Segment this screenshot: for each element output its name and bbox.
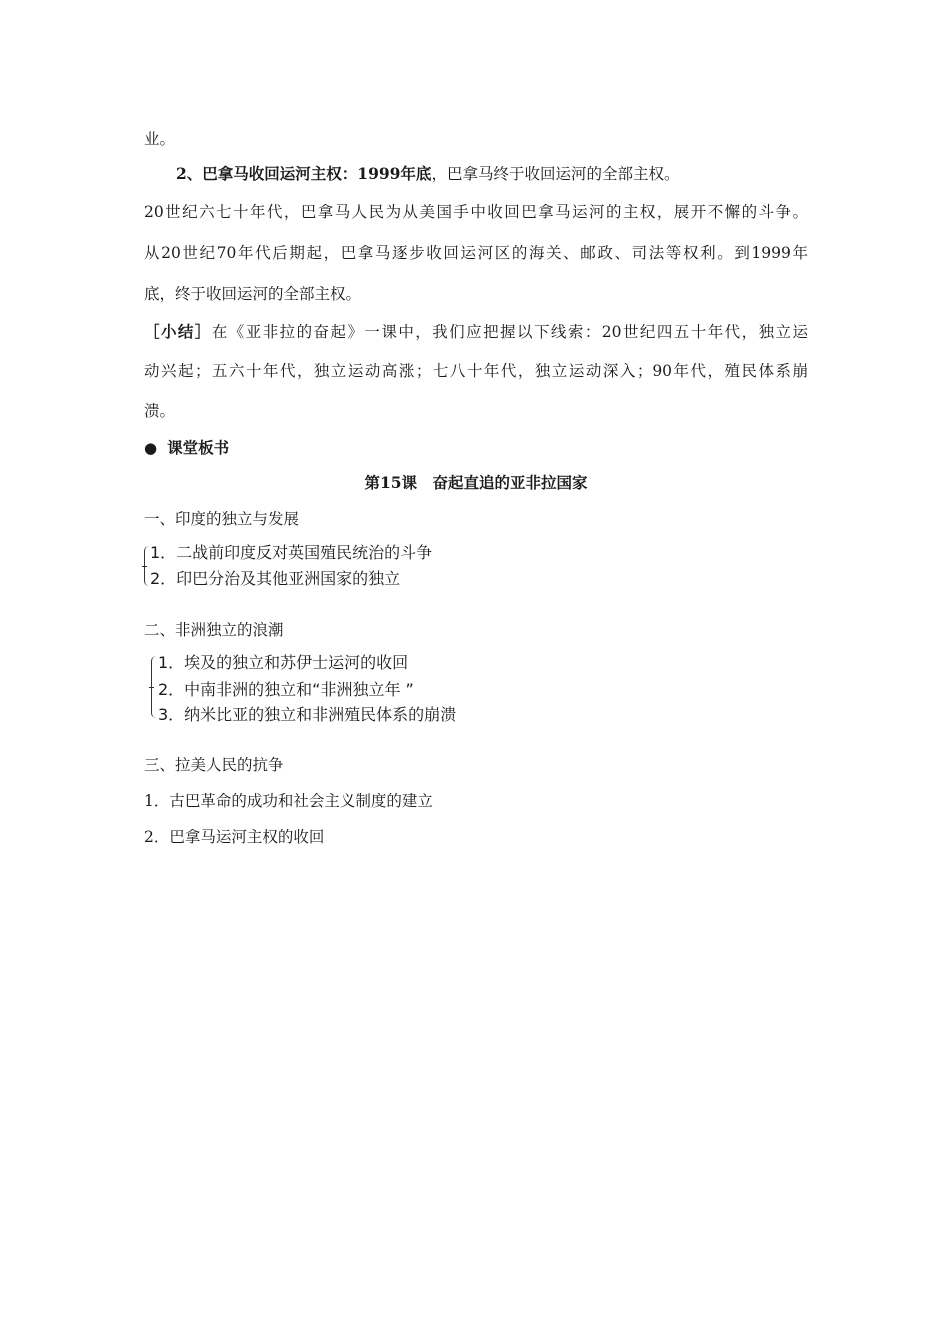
paragraph-tail: 业。 <box>144 130 176 148</box>
list-item: 1．古巴革命的成功和社会主义制度的建立 <box>144 792 433 810</box>
list-item: 2．印巴分治及其他亚洲国家的独立 <box>150 569 401 588</box>
list-item: 3．纳米比亚的独立和非洲殖民体系的崩溃 <box>158 705 457 724</box>
paragraph-line: 从20世纪70年代后期起，巴拿马逐步收回运河区的海关、邮政、司法等权利。到1999年 <box>144 244 808 262</box>
summary-tag: ［小结］ <box>144 322 212 341</box>
section-title: 二、非洲独立的浪潮 <box>144 621 284 639</box>
section-title: 一、印度的独立与发展 <box>144 510 300 528</box>
paragraph-line: 底，终于收回运河的全部主权。 <box>144 285 362 303</box>
bullet-icon: ● <box>144 439 158 457</box>
summary-line <box>144 322 808 342</box>
board-heading-row <box>144 438 808 458</box>
panama-heading-rest: ，巴拿马终于收回运河的全部主权。 <box>431 165 680 183</box>
list-item: 2．中南非洲的独立和“非洲独立年 ” <box>158 680 414 699</box>
list-item: 2．巴拿马运河主权的收回 <box>144 828 325 846</box>
paragraph-line: 20世纪六七十年代，巴拿马人民为从美国手中收回巴拿马运河的主权，展开不懈的斗争。 <box>144 203 808 221</box>
brace-tip-icon <box>142 566 147 567</box>
summary-text: 在《亚非拉的奋起》一课中，我们应把握以下线索：20世纪四五十年代，独立运 <box>211 323 808 341</box>
list-item: 1．二战前印度反对英国殖民统治的斗争 <box>150 543 433 562</box>
list-item: 1．埃及的独立和苏伊士运河的收回 <box>158 653 409 672</box>
brace-tip-icon <box>149 687 154 688</box>
board-heading: 课堂板书 <box>167 438 230 457</box>
lesson-title: 第15课 奋起直追的亚非拉国家 <box>364 473 588 492</box>
panama-heading-paragraph <box>176 164 808 184</box>
section-title: 三、拉美人民的抗争 <box>144 756 284 774</box>
summary-line: 动兴起；五六十年代，独立运动高涨；七八十年代，独立运动深入；90年代，殖民体系崩 <box>144 362 808 380</box>
summary-line: 溃。 <box>144 402 176 420</box>
panama-heading: 2、巴拿马收回运河主权：1999年底 <box>176 164 432 183</box>
